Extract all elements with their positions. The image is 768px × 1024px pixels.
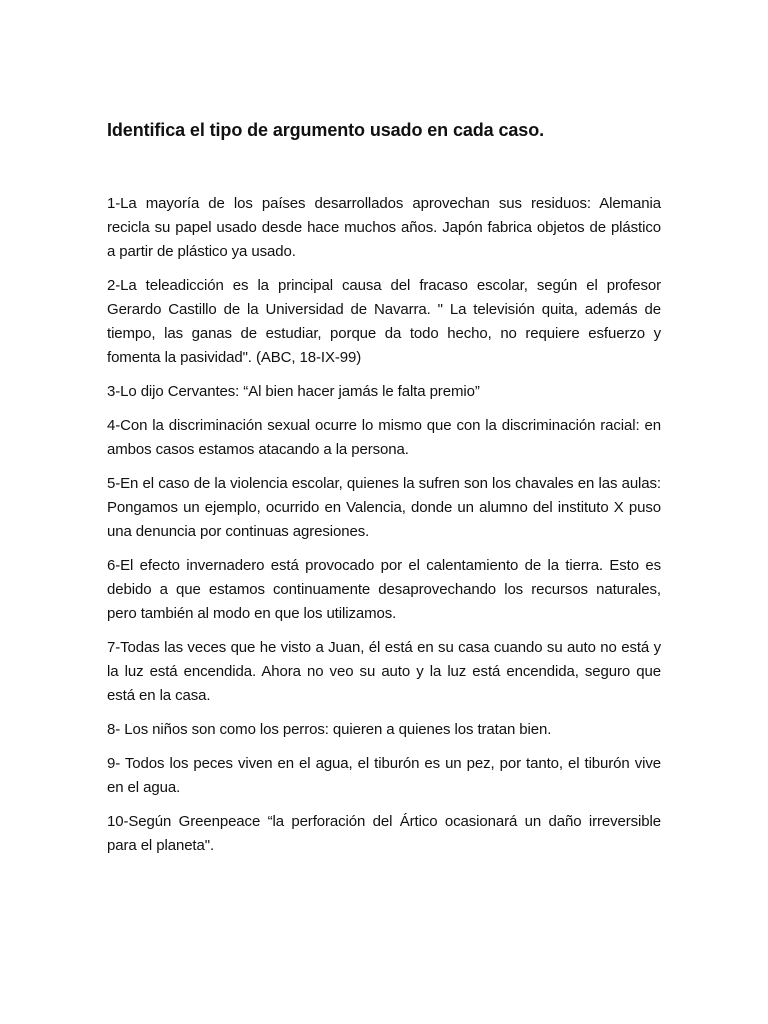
list-item-9: 9- Todos los peces viven en el agua, el tiburón es un pez, por tanto, el tiburón vive en el agua.: [107, 755, 661, 796]
list-item-1: 1-La mayoría de los países desarrollados aprovechan sus residuos: Alemania recicla su papel usado desde hace muchos años. Japón fabrica objetos de plástico a partir de plástico ya usado.: [107, 195, 661, 260]
list-item-2: 2-La teleadicción es la principal causa del fracaso escolar, según el profesor Gerardo Castillo de la Universidad de Navarra. " La televisión quita, además de tiempo, las ganas de estudiar, porque da todo hecho, no requiere esfuerzo y fomenta la pasividad". (ABC, 18-IX-99): [107, 277, 661, 366]
list-item-10: 10-Según Greenpeace “la perforación del Ártico ocasionará un daño irreversible para el planeta".: [107, 813, 661, 854]
list-item-6: 6-El efecto invernadero está provocado por el calentamiento de la tierra. Esto es debido a que estamos continuamente desaprovechando los recursos naturales, pero también al modo en que los utilizamos.: [107, 557, 661, 622]
argument-list: [107, 192, 661, 868]
list-item-3: 3-Lo dijo Cervantes: “Al bien hacer jamás le falta premio”: [107, 383, 480, 400]
list-item-8: 8- Los niños son como los perros: quieren a quienes los tratan bien.: [107, 721, 552, 738]
list-item-4: 4-Con la discriminación sexual ocurre lo mismo que con la discriminación racial: en ambos casos estamos atacando a la persona.: [107, 417, 661, 458]
document-title: Identifica el tipo de argumento usado en cada caso.: [107, 120, 544, 140]
list-item-7: 7-Todas las veces que he visto a Juan, él está en su casa cuando su auto no está y la luz está encendida. Ahora no veo su auto y la luz está encendida, seguro que está en la casa.: [107, 639, 661, 704]
list-item-5: 5-En el caso de la violencia escolar, quienes la sufren son los chavales en las aulas: Pongamos un ejemplo, ocurrido en Valencia, donde un alumno del instituto X puso una denuncia por continuas agresiones.: [107, 475, 661, 540]
